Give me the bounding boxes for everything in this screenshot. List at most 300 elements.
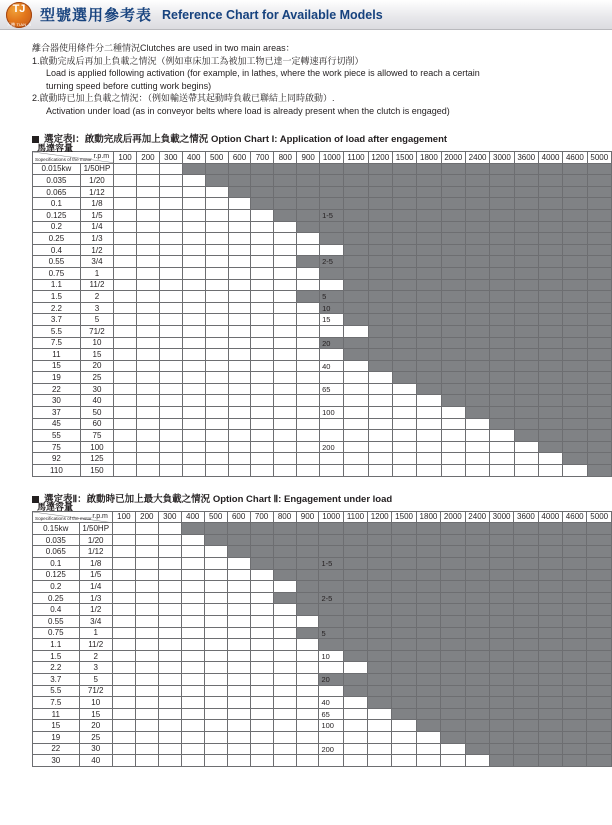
range-cell-filled [441, 314, 465, 326]
range-cell-empty [343, 743, 367, 755]
rpm-column-header: 400 [181, 511, 204, 523]
range-cell-filled [490, 221, 514, 233]
motor-hp-cell: 15 [79, 708, 112, 720]
range-cell-empty [205, 233, 228, 245]
range-cell-filled [297, 256, 320, 268]
range-cell-filled [344, 279, 368, 291]
range-cell-empty [416, 743, 440, 755]
range-cell-empty [274, 244, 297, 256]
chart1-title-text: 選定表Ⅰ：啟動完成后再加上負載之情況 Option Chart I: Application of load after engagement [44, 134, 448, 145]
chart1-table [32, 142, 612, 477]
range-cell-filled [228, 163, 251, 175]
table-row [33, 256, 612, 268]
range-cell-empty [319, 755, 343, 767]
range-cell-empty [392, 441, 416, 453]
range-cell-empty [274, 256, 297, 268]
range-cell-filled [489, 662, 513, 674]
range-cell-empty [159, 465, 182, 477]
range-cell-filled [297, 209, 320, 221]
range-cell-empty [137, 175, 160, 187]
range-cell-filled [563, 383, 587, 395]
range-cell-filled [250, 534, 273, 546]
range-cell-filled [320, 163, 344, 175]
range-cell-empty [514, 465, 538, 477]
range-cell-empty [112, 581, 135, 593]
range-cell-empty [137, 314, 160, 326]
range-cell-empty [250, 685, 273, 697]
range-cell-filled [465, 186, 489, 198]
rpm-column-header: 2000 [441, 152, 465, 164]
range-cell-empty [112, 627, 135, 639]
range-cell-empty [250, 581, 273, 593]
range-cell-filled [465, 685, 489, 697]
motor-kw-cell: 0.4 [33, 604, 80, 616]
motor-hp-cell: 3/4 [80, 256, 113, 268]
range-cell-empty [182, 465, 205, 477]
range-cell-filled [538, 337, 562, 349]
range-cell-filled [489, 755, 513, 767]
motor-kw-cell: 0.2 [33, 581, 80, 593]
range-cell-filled [320, 186, 344, 198]
rpm-column-header: 1100 [343, 511, 367, 523]
range-cell-filled [465, 372, 489, 384]
range-cell-empty [368, 383, 392, 395]
motor-kw-cell: 55 [33, 430, 81, 442]
range-cell-filled [368, 523, 392, 535]
range-cell-filled [441, 360, 465, 372]
range-cell-empty [135, 546, 158, 558]
range-cell-filled [465, 198, 489, 210]
range-cell-empty [417, 407, 441, 419]
range-cell-empty [250, 650, 273, 662]
range-cell-empty [158, 581, 181, 593]
motor-hp-cell: 1/5 [80, 209, 113, 221]
range-cell-empty [158, 673, 181, 685]
table-row [33, 279, 612, 291]
range-cell-filled [343, 650, 367, 662]
table-row [33, 430, 612, 442]
range-cell-empty [182, 360, 205, 372]
range-cell-filled [368, 569, 392, 581]
range-cell-filled [441, 662, 465, 674]
range-cell-filled [392, 604, 416, 616]
motor-kw-cell: 0.035 [33, 534, 80, 546]
range-cell-empty [250, 604, 273, 616]
range-cell-filled [441, 349, 465, 361]
range-cell-empty [227, 615, 250, 627]
range-cell-empty [297, 418, 320, 430]
range-cell-filled [538, 279, 562, 291]
range-cell-filled [538, 615, 562, 627]
range-cell-filled [344, 198, 368, 210]
range-cell-filled [392, 163, 416, 175]
range-cell-filled [587, 395, 611, 407]
range-cell-filled [465, 639, 489, 651]
rpm-column-header: 800 [274, 152, 297, 164]
range-cell-filled [465, 627, 489, 639]
motor-hp-cell: 40 [79, 755, 112, 767]
table-row [33, 360, 612, 372]
motor-kw-cell: 0.065 [33, 186, 81, 198]
motor-spec-header [33, 142, 114, 164]
range-cell-empty [250, 755, 273, 767]
model-size-label: 2-5 [321, 593, 333, 603]
range-cell-empty [344, 383, 368, 395]
range-cell-empty [205, 360, 228, 372]
range-cell-filled [392, 314, 416, 326]
motor-kw-cell: 75 [33, 441, 81, 453]
range-cell-filled [514, 697, 538, 709]
range-cell-filled [538, 731, 562, 743]
range-cell-filled [514, 337, 538, 349]
range-cell-filled [490, 407, 514, 419]
range-cell-filled [319, 639, 343, 651]
range-cell-empty [319, 731, 343, 743]
range-cell-filled [368, 244, 392, 256]
range-cell-empty [227, 662, 250, 674]
range-cell-empty [135, 697, 158, 709]
range-cell-empty [368, 708, 392, 720]
range-cell-filled [563, 198, 587, 210]
range-cell-empty [228, 244, 251, 256]
range-cell-empty [112, 534, 135, 546]
range-cell-empty [251, 430, 274, 442]
range-cell-empty [158, 558, 181, 570]
range-cell-filled [563, 558, 587, 570]
range-cell-empty [296, 755, 319, 767]
range-cell-empty [182, 407, 205, 419]
range-cell-filled [465, 349, 489, 361]
range-cell-filled [563, 349, 587, 361]
range-cell-empty [135, 731, 158, 743]
table-row [33, 175, 612, 187]
range-cell-filled [205, 163, 228, 175]
range-cell-filled [489, 604, 513, 616]
range-cell-filled [368, 163, 392, 175]
range-cell-empty [112, 673, 135, 685]
motor-kw-cell: 92 [33, 453, 81, 465]
rpm-column-header: 300 [158, 511, 181, 523]
range-cell-empty [344, 465, 368, 477]
range-cell-filled [538, 673, 562, 685]
range-cell-empty [135, 604, 158, 616]
range-cell-filled [392, 685, 416, 697]
range-cell-empty [112, 708, 135, 720]
range-cell-filled [320, 198, 344, 210]
table-row [33, 592, 612, 604]
range-cell-empty [320, 441, 344, 453]
range-cell-filled [563, 743, 587, 755]
range-cell-filled [563, 395, 587, 407]
range-cell-empty [182, 175, 205, 187]
range-cell-filled [514, 209, 538, 221]
range-cell-filled [441, 302, 465, 314]
range-cell-empty [274, 441, 297, 453]
range-cell-filled [227, 534, 250, 546]
range-cell-filled [514, 407, 538, 419]
range-cell-empty [112, 558, 135, 570]
range-cell-empty [114, 349, 137, 361]
range-cell-filled [538, 546, 562, 558]
range-cell-filled [417, 291, 441, 303]
rpm-column-header: 200 [137, 152, 160, 164]
range-cell-empty [273, 581, 296, 593]
range-cell-filled [441, 279, 465, 291]
range-cell-empty [319, 697, 343, 709]
range-cell-filled [465, 407, 489, 419]
rpm-column-header: 700 [251, 152, 274, 164]
range-cell-empty [228, 430, 251, 442]
range-cell-filled [274, 163, 297, 175]
range-cell-filled [514, 523, 538, 535]
range-cell-filled [392, 349, 416, 361]
range-cell-empty [114, 314, 137, 326]
intro-line-0: 離合器使用條件分二種情況Clutches are used in two main areas： [32, 43, 295, 53]
range-cell-empty [490, 465, 514, 477]
range-cell-empty [114, 430, 137, 442]
range-cell-empty [343, 731, 367, 743]
range-cell-empty [182, 453, 205, 465]
range-cell-empty [158, 523, 181, 535]
range-cell-empty [250, 592, 273, 604]
range-cell-filled [296, 558, 319, 570]
range-cell-empty [205, 430, 228, 442]
range-cell-filled [538, 349, 562, 361]
range-cell-filled [344, 233, 368, 245]
range-cell-filled [538, 175, 562, 187]
range-cell-filled [416, 604, 440, 616]
range-cell-filled [392, 697, 416, 709]
range-cell-filled [490, 186, 514, 198]
range-cell-filled [465, 697, 489, 709]
range-cell-empty [297, 430, 320, 442]
range-cell-empty [204, 662, 227, 674]
table-row [33, 395, 612, 407]
range-cell-filled [514, 604, 538, 616]
logo-subtext: 天機 TIAN JI [6, 21, 32, 27]
range-cell-empty [228, 256, 251, 268]
range-cell-empty [273, 755, 296, 767]
range-cell-filled [416, 662, 440, 674]
range-cell-filled [563, 360, 587, 372]
range-cell-filled [416, 673, 440, 685]
range-cell-empty [251, 314, 274, 326]
range-cell-filled [392, 256, 416, 268]
rpm-column-header: 4000 [538, 152, 562, 164]
range-cell-empty [205, 256, 228, 268]
range-cell-filled [296, 546, 319, 558]
range-cell-empty [441, 430, 465, 442]
range-cell-filled [563, 708, 587, 720]
motor-kw-cell: 1.1 [33, 279, 81, 291]
range-cell-filled [296, 581, 319, 593]
range-cell-empty [114, 221, 137, 233]
table-row [33, 731, 612, 743]
range-cell-empty [319, 662, 343, 674]
range-cell-filled [368, 627, 392, 639]
range-cell-filled [465, 615, 489, 627]
range-cell-empty [273, 708, 296, 720]
motor-kw-cell: 15 [33, 720, 80, 732]
range-cell-empty [204, 685, 227, 697]
range-cell-empty [182, 314, 205, 326]
range-cell-filled [181, 523, 204, 535]
motor-kw-cell: 0.125 [33, 569, 80, 581]
range-cell-empty [137, 291, 160, 303]
range-cell-filled [441, 267, 465, 279]
range-cell-filled [343, 604, 367, 616]
range-cell-filled [489, 592, 513, 604]
range-cell-empty [158, 755, 181, 767]
motor-hp-cell: 1 [80, 267, 113, 279]
range-cell-empty [112, 639, 135, 651]
range-cell-empty [137, 430, 160, 442]
range-cell-filled [319, 558, 343, 570]
range-cell-filled [344, 267, 368, 279]
range-cell-empty [181, 581, 204, 593]
range-cell-empty [112, 720, 135, 732]
chart-header-row [33, 511, 612, 523]
range-cell-filled [563, 441, 587, 453]
range-cell-filled [320, 233, 344, 245]
range-cell-filled [416, 627, 440, 639]
range-cell-filled [344, 221, 368, 233]
range-cell-empty [250, 662, 273, 674]
range-cell-filled [538, 534, 562, 546]
range-cell-empty [274, 314, 297, 326]
range-cell-filled [368, 314, 392, 326]
rpm-column-header: 2400 [465, 511, 489, 523]
motor-hp-cell: 1/5 [79, 569, 112, 581]
range-cell-empty [158, 639, 181, 651]
range-cell-filled [319, 673, 343, 685]
range-cell-filled [205, 175, 228, 187]
range-cell-filled [417, 302, 441, 314]
range-cell-filled [392, 639, 416, 651]
motor-kw-cell: 3.7 [33, 673, 80, 685]
table-row [33, 291, 612, 303]
range-cell-filled [563, 256, 587, 268]
motor-kw-cell: 0.4 [33, 244, 81, 256]
rpm-column-header: 4000 [538, 511, 562, 523]
range-cell-filled [343, 673, 367, 685]
range-cell-filled [417, 372, 441, 384]
motor-hp-cell: 25 [79, 731, 112, 743]
range-cell-empty [114, 256, 137, 268]
range-cell-filled [343, 685, 367, 697]
range-cell-filled [587, 302, 611, 314]
range-cell-empty [227, 685, 250, 697]
rpm-column-header: 1800 [417, 152, 441, 164]
range-cell-empty [159, 325, 182, 337]
range-cell-empty [273, 673, 296, 685]
range-cell-filled [296, 569, 319, 581]
range-cell-empty [368, 465, 392, 477]
range-cell-empty [114, 279, 137, 291]
range-cell-filled [392, 337, 416, 349]
range-cell-filled [320, 175, 344, 187]
range-cell-filled [587, 198, 611, 210]
range-cell-empty [159, 267, 182, 279]
range-cell-empty [114, 407, 137, 419]
range-cell-empty [135, 534, 158, 546]
range-cell-filled [563, 523, 587, 535]
rpm-column-header: 100 [112, 511, 135, 523]
range-cell-filled [563, 407, 587, 419]
range-cell-filled [587, 325, 611, 337]
range-cell-filled [392, 650, 416, 662]
model-size-label: 40 [321, 698, 330, 708]
rpm-column-header: 4600 [563, 511, 587, 523]
range-cell-empty [273, 650, 296, 662]
range-cell-empty [274, 453, 297, 465]
range-cell-empty [274, 267, 297, 279]
range-cell-empty [320, 314, 344, 326]
range-cell-empty [158, 546, 181, 558]
range-cell-empty [159, 314, 182, 326]
range-cell-filled [319, 581, 343, 593]
range-cell-filled [489, 558, 513, 570]
range-cell-filled [489, 697, 513, 709]
range-cell-filled [228, 186, 251, 198]
range-cell-empty [205, 383, 228, 395]
range-cell-filled [538, 267, 562, 279]
motor-hp-cell: 1/8 [80, 198, 113, 210]
range-cell-filled [417, 349, 441, 361]
range-cell-empty [392, 395, 416, 407]
model-size-label: 65 [322, 384, 331, 394]
motor-kw-cell: 1.5 [33, 650, 80, 662]
range-cell-empty [137, 441, 160, 453]
range-cell-filled [587, 581, 612, 593]
range-cell-empty [181, 615, 204, 627]
motor-hp-cell: 5 [79, 673, 112, 685]
table-row [33, 662, 612, 674]
range-cell-empty [181, 720, 204, 732]
range-cell-empty [344, 360, 368, 372]
range-cell-empty [205, 186, 228, 198]
range-cell-empty [251, 383, 274, 395]
range-cell-empty [251, 465, 274, 477]
motor-kw-cell: 37 [33, 407, 81, 419]
range-cell-empty [159, 175, 182, 187]
motor-kw-cell: 45 [33, 418, 81, 430]
range-cell-empty [135, 673, 158, 685]
range-cell-empty [273, 697, 296, 709]
range-cell-filled [538, 233, 562, 245]
model-size-label: 20 [321, 674, 330, 684]
range-cell-filled [465, 302, 489, 314]
range-cell-empty [392, 720, 416, 732]
range-cell-filled [368, 581, 392, 593]
range-cell-filled [441, 569, 465, 581]
range-cell-filled [490, 349, 514, 361]
range-cell-empty [563, 465, 587, 477]
range-cell-filled [441, 244, 465, 256]
range-cell-filled [417, 175, 441, 187]
range-cell-filled [297, 198, 320, 210]
range-cell-filled [587, 639, 612, 651]
range-cell-empty [137, 453, 160, 465]
range-cell-filled [538, 325, 562, 337]
range-cell-empty [159, 244, 182, 256]
range-cell-filled [538, 372, 562, 384]
range-cell-filled [538, 685, 562, 697]
range-cell-empty [181, 558, 204, 570]
motor-hp-cell: 10 [79, 697, 112, 709]
model-size-label: 40 [322, 361, 331, 371]
range-cell-empty [204, 546, 227, 558]
